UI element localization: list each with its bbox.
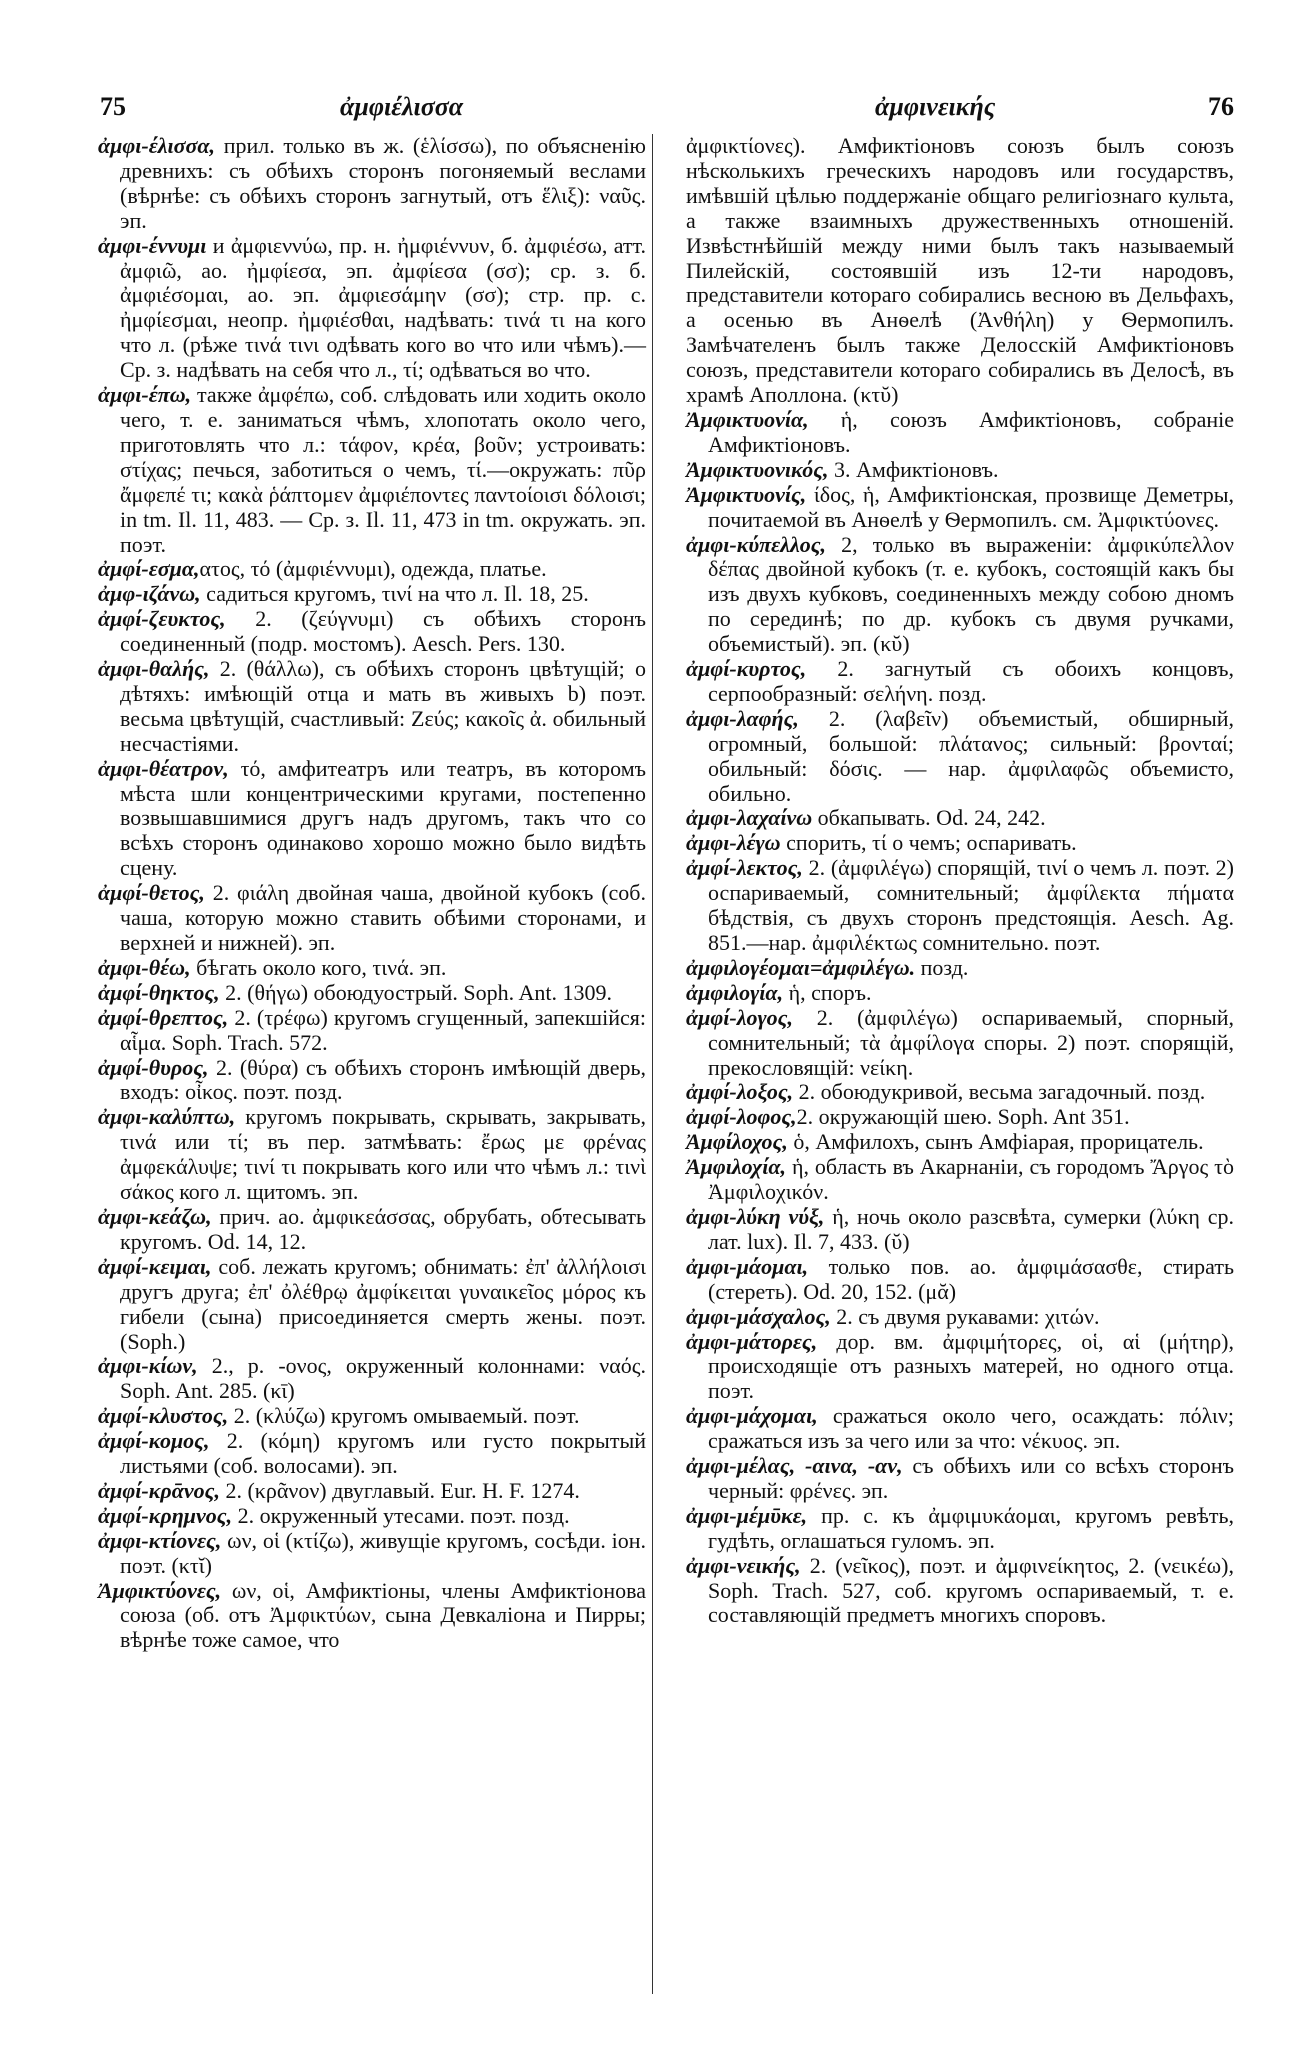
dictionary-entry [686, 1404, 1234, 1454]
column-divider [652, 134, 653, 1994]
headword: ἀμφι-νεικής, [686, 1552, 801, 1578]
definition: 2. (νεῖκος), поэт. и ἀμφινείκητος, 2. (νεικέω), Soph. Trach. 527, соб. кругомъ оспариваемый, т. е. составляющій предметъ многихъ споровъ. [708, 1552, 1234, 1628]
dictionary-entry [98, 557, 646, 582]
headword: ἀμφ-ιζάνω, [98, 581, 201, 607]
definition: прич. ао. ἀμφικεάσσας, обрубать, обтесывать кругомъ. Od. 14, 12. [120, 1203, 646, 1254]
definition: 2. (ζεύγνυμι) съ обѣихъ сторонъ соединенный (подр. мостомъ). Aesch. Pers. 130. [120, 606, 646, 657]
headword: ἀμφί-θηκτος, [98, 979, 220, 1005]
dictionary-entry [98, 1105, 646, 1205]
definition: садиться кругомъ, τινί на что л. Il. 18, 25. [200, 581, 589, 607]
definition: кругомъ покрывать, скрывать, закрывать, τινά или τί; въ пер. затмѣвать: ἔρως με φρένας ἀμφεκάλυψε; τινί τι покрывать кого или что чѣмъ л.: τινὶ σάκος кого л. щитомъ. эп. [120, 1104, 646, 1205]
guide-word-left: ἀμφιέλισσα [340, 92, 464, 121]
headword: Ἀμφικτυονία, [686, 406, 809, 432]
dictionary-entry [686, 483, 1234, 533]
dictionary-entry [686, 1454, 1234, 1504]
definition: τό, амфитеатръ или театръ, въ которомъ мѣста шли концентрическими кругами, постепенно возвышавшимися другъ надъ другомъ, такъ что со всѣхъ сторонъ одинаково хорошо можно было видѣть сцену. [120, 755, 646, 881]
headword: ἀμφι-λαφής, [686, 705, 799, 731]
dictionary-entry [686, 1105, 1234, 1130]
headword: ἀμφί-κρημνος, [98, 1502, 233, 1528]
definition: 2, только въ выраженіи: ἀμφικύπελλον δέπας двойной кубокъ (т. е. кубокъ, состоящій какъ бы изъ двухъ кубковъ, соединенныхъ между собою дномъ по серединѣ; по др. кубокъ съ двумя ручками, объемистый). эп. (κῠ) [708, 531, 1234, 657]
definition: ατος, τό (ἀμφιέννυμι), одежда, платье. [199, 556, 547, 582]
headword: ἀμφι-μάσχαλος, [686, 1303, 831, 1329]
headword: ἀμφι-καλύπτω, [98, 1104, 236, 1130]
dictionary-entry [686, 408, 1234, 458]
headword: ἀμφί-κρᾱνος, [98, 1477, 220, 1503]
headword: Ἀμφικτύονες, [98, 1577, 222, 1603]
dictionary-entry [98, 1429, 646, 1479]
headword: ἀμφι-κεάζω, [98, 1203, 212, 1229]
headword: ἀμφι-θέω, [98, 954, 191, 980]
dictionary-entry [98, 134, 646, 234]
dictionary-entry [98, 1504, 646, 1529]
definition: прил. только въ ж. (ἑλίσσω), по объясненію древнихъ: съ обѣихъ сторонъ погоняемый веслами (вѣрнѣе: съ обѣихъ сторонъ загнутый, отъ ἕλιξ): ναῦς. эп. [120, 133, 646, 233]
dictionary-entry [686, 707, 1234, 807]
headword: ἀμφί-λογος, [686, 1004, 793, 1030]
headword: Ἀμφικτυονικός, [686, 456, 829, 482]
definition: ἡ, ночь около разсвѣта, сумерки (λύκη ср. лат. lux). Il. 7, 433. (ῠ) [708, 1203, 1234, 1254]
definition: пр. с. къ ἀμφιμυκάομαι, кругомъ ревѣть, гудѣть, оглашаться гуломъ. эп. [708, 1502, 1234, 1553]
headword: ἀμφί-θρεπτος, [98, 1004, 229, 1030]
definition: соб. лежать кругомъ; обнимать: ἐπ' ἀλλήλοισι другъ друга; ἐπ' ὀλέθρῳ ἀμφίκειται γυναικεῖος μόρος къ гибели (сына) присоединяется смерть жены. поэт. (Soph.) [120, 1253, 646, 1354]
dictionary-entry [686, 956, 1234, 981]
dictionary-entry [98, 383, 646, 557]
headword: ἀμφι-μάτορες, [686, 1328, 818, 1354]
definition: ων, οἱ, Амфиктіоны, члены Амфиктіонова союза (об. отъ Ἀμφικτύων, сына Девкаліона и Пирры; вѣрнѣе тоже самое, что [120, 1577, 646, 1653]
page-number-right: 76 [1208, 92, 1234, 121]
dictionary-entry [98, 881, 646, 956]
dictionary-entry [98, 1529, 646, 1579]
headword: ἀμφί-θυρος, [98, 1054, 209, 1080]
headword: ἀμφι-μάχομαι, [686, 1403, 818, 1429]
dictionary-entry [686, 657, 1234, 707]
definition: 2. (κόμη) кругомъ или густо покрытый листьями (соб. волосами). эп. [120, 1428, 646, 1479]
definition: также ἀμφέπω, соб. слѣдовать или ходить около чего, т. е. заниматься чѣмъ, хлопотать около чего, приготовлять что л.: τάφον, κρέα, βοῦν; устроивать: στίχας; печься, заботиться о чемъ, τί.—окружать: πῦρ ἄμφεπέ τι; κακὰ ῥάπτομεν ἀμφιέποντες παντοίοισι δόλοισι; in tm. Il. 11, 483. — Ср. з. Il. 11, 473 in tm. окружать. эп. поэт. [120, 382, 646, 557]
dictionary-entry [98, 607, 646, 657]
headword: ἀμφί-λοφος, [686, 1104, 797, 1130]
headword: Ἀμφιλοχία, [686, 1154, 786, 1180]
dictionary-entry [98, 1579, 646, 1654]
dictionary-entry [686, 1255, 1234, 1305]
dictionary-entry [98, 582, 646, 607]
definition: ίδος, ἡ, Амфиктіонская, прозвище Деметры, почитаемой въ Анѳелѣ у Ѳермопилъ. см. Ἀμφικτύονες. [708, 481, 1234, 532]
headword: ἀμφι-κτίονες, [98, 1527, 222, 1553]
dictionary-entry [686, 1155, 1234, 1205]
dictionary-entry [98, 1479, 646, 1504]
dictionary-entry [686, 533, 1234, 658]
definition: дор. вм. ἀμφιμήτορες, οἱ, αἱ (μήτηρ), происходящіе отъ разныхъ матерей, но одного отца. поэт. [708, 1328, 1234, 1404]
definition: бѣгать около кого, τινά. эп. [190, 954, 447, 980]
dictionary-entry [686, 1080, 1234, 1105]
headword: ἀμφί-ζευκτος, [98, 606, 226, 632]
dictionary-entry [98, 1205, 646, 1255]
dictionary-entry [98, 1354, 646, 1404]
headword: ἀμφί-λοξος, [686, 1079, 794, 1105]
definition: съ обѣихъ или со всѣхъ сторонъ черный: φρένες. эп. [708, 1453, 1234, 1503]
headword: ἀμφι-έννυμι [98, 232, 207, 258]
headword: ἀμφι-μέμῡκε, [686, 1502, 808, 1528]
definition: и ἀμφιεννύω, пр. н. ἠμφιέννυν, б. ἀμφιέσω, атт. ἀμφιῶ, ао. ἠμφίεσα, эп. ἀμφίεσα (σσ); ср. з. б. ἀμφιέσομαι, ао. эп. ἀμφιεσάμην (σσ); стр. пр. с. ἠμφίεσμαι, неопр. ἠμφιέσθαι, надѣвать: τινά τι на кого что л. (рѣже τινά τινι одѣвать кого во что или чѣмъ).—Ср. з. надѣвать на себя что л., τί; одѣваться во что. [120, 232, 646, 383]
headword: ἀμφι-μάομαι, [686, 1253, 809, 1279]
headword: ἀμφι-λέγω [686, 830, 781, 856]
headword: Ἀμφίλοχος, [686, 1129, 788, 1155]
definition: 2. (κλύζω) кругомъ омываемый. поэт. [228, 1403, 580, 1429]
dictionary-entry [686, 806, 1234, 831]
definition: 2. загнутый съ обоихъ концовъ, серпообразный: σελήνη. позд. [708, 656, 1234, 706]
headword: ἀμφιλογέομαι=ἀμφιλέγω. [686, 954, 916, 980]
dictionary-entry [98, 1255, 646, 1355]
dictionary-entry [686, 981, 1234, 1006]
dictionary-entry [98, 956, 646, 981]
headword: ἀμφι-κίων, [98, 1353, 198, 1379]
definition: 2., р. -ονος, окруженный колоннами: ναός. Soph. Ant. 285. (κῑ) [120, 1353, 646, 1404]
definition: 2. (θήγω) обоюдуострый. Soph. Ant. 1309. [219, 979, 612, 1005]
definition: 2. (κρᾶνον) двуглавый. Eur. H. F. 1274. [219, 1477, 580, 1503]
headword: ἀμφί-κειμαι, [98, 1253, 212, 1279]
definition: 2. окружающій шею. Soph. Ant 351. [796, 1104, 1130, 1130]
definition: 2. (θύρα) съ обѣихъ сторонъ имѣющій дверь, входъ: οἶκος. поэт. позд. [120, 1054, 646, 1105]
definition: ἀμφικτίονες). Амфиктіоновъ союзъ былъ союзъ нѣсколькихъ греческихъ народовъ или государствъ, имѣвшій цѣлью поддержаніе общаго религіознаго культа, а также взаимныхъ дружественныхъ отношеній. Извѣстнѣйшій между ними былъ такъ называемый Пилейскій, состоявшій изъ 12-ти народовъ, представители котораго собирались весною въ Дельфахъ, а осенью въ Анѳелѣ (Ἀνθήλη) у Ѳермопилъ. Замѣчателенъ былъ также Делосскій Амфиктіоновъ союзъ, представители котораго собирались въ Делосѣ, въ храмѣ Аполлона. (κτῠ) [686, 133, 1234, 408]
headword: ἀμφι-έλισσα, [98, 133, 216, 158]
definition: 2. (τρέφω) кругомъ сгущенный, запекшійся: αἷμα. Soph. Trach. 572. [120, 1004, 646, 1055]
dictionary-entry [686, 1205, 1234, 1255]
headword: ἀμφι-έπω, [98, 382, 192, 408]
dictionary-entry [98, 981, 646, 1006]
left-column [98, 134, 646, 1653]
dictionary-entry [98, 234, 646, 383]
definition: только пов. ао. ἀμφιμάσασθε, стирать (стереть). Od. 20, 152. (μᾰ) [708, 1253, 1234, 1304]
definition: позд. [915, 954, 969, 980]
dictionary-entry [686, 1554, 1234, 1629]
headword: ἀμφι-κύπελλος, [686, 531, 827, 557]
definition: обкапывать. Od. 24, 242. [812, 805, 1046, 831]
dictionary-entry [98, 1006, 646, 1056]
dictionary-entry [686, 1006, 1234, 1081]
definition: ἡ, споръ. [783, 979, 872, 1005]
dictionary-entry [98, 1056, 646, 1106]
definition: 3. Амфиктіоновъ. [828, 456, 999, 482]
guide-word-right: ἀμφινεικής [875, 92, 996, 121]
dictionary-entry [98, 757, 646, 882]
dictionary-entry [686, 1305, 1234, 1330]
dictionary-entry [98, 1404, 646, 1429]
definition: сражаться около чего, осаждать: πόλιν; сражаться изъ за чего или за что: νέκυος. эп. [708, 1403, 1234, 1454]
definition: 2. φιάλη двойная чаша, двойной кубокъ (соб. чаша, которую можно ставить обѣими сторонами, и верхней и нижней). эп. [120, 880, 646, 955]
dictionary-entry [686, 1504, 1234, 1554]
definition: 2. (ἀμφιλέγω) оспариваемый, спорный, сомнительный; τὰ ἀμφίλογα споры. 2) поэт. спорящій, прекословящій: νείκη. [708, 1004, 1234, 1080]
headword: ἀμφι-μέλας, -αινα, -αν, [686, 1453, 903, 1479]
definition: ων, οἱ (κτίζω), живущіе кругомъ, сосѣди. іон. поэт. (κτῐ) [120, 1527, 646, 1578]
definition: 2. обоюдукривой, весьма загадочный. позд. [793, 1079, 1206, 1105]
definition: ἡ, область въ Акарнаніи, съ городомъ Ἄργος τὸ Ἀμφιλοχικόν. [708, 1154, 1234, 1205]
right-column [686, 134, 1234, 1628]
headword: ἀμφί-κλυστος, [98, 1403, 229, 1429]
dictionary-entry [686, 831, 1234, 856]
definition: спорить, τί о чемъ; оспаривать. [780, 830, 1077, 856]
headword: ἀμφί-κυρτος, [686, 656, 807, 682]
dictionary-entry [686, 458, 1234, 483]
definition: 2. (λαβεῖν) объемистый, обширный, огромный, большой: πλάτανος; сильный: βρονταί; обильный: δόσις. — нар. ἀμφιλαφῶς объемисто, обильно. [708, 705, 1234, 806]
headword: ἀμφί-εσμα, [98, 556, 200, 582]
headword: ἀμφι-λαχαίνω [686, 805, 813, 831]
definition: ἡ, союзъ Амфиктіоновъ, собраніе Амфиктіоновъ. [708, 406, 1234, 457]
headword: ἀμφί-λεκτος, [686, 855, 803, 881]
definition: 2. (ἀμφιλέγω) спорящій, τινί о чемъ л. поэт. 2) оспариваемый, сомнительный; ἀμφίλεκτα πήματα бѣдствія, съ двухъ сторонъ предстоящія. Aesch. Ag. 851.—нар. ἀμφιλέκτως сомнительно. поэт. [708, 855, 1234, 955]
dictionary-entry [98, 657, 646, 757]
headword: Ἀμφικτυονίς, [686, 481, 807, 507]
page-number-left: 75 [100, 92, 126, 121]
dictionary-entry [686, 1330, 1234, 1405]
definition: 2. съ двумя рукавами: χιτών. [830, 1303, 1100, 1329]
headword: ἀμφι-θαλής, [98, 656, 210, 682]
headword: ἀμφιλογία, [686, 979, 784, 1005]
definition: 2. (θάλλω), съ обѣихъ сторонъ цвѣтущій; о дѣтяхъ: имѣющій отца и мать въ живыхъ b) поэт. весьма цвѣтущій, счастливый: Ζεύς; κακοῖς ἀ. обильный несчастіями. [120, 656, 646, 756]
headword: ἀμφι-θέατρον, [98, 755, 229, 781]
headword: ἀμφί-κομος, [98, 1428, 210, 1454]
headword: ἀμφι-λύκη νύξ, [686, 1203, 825, 1229]
headword: ἀμφί-θετος, [98, 880, 205, 906]
definition: ὁ, Амфилохъ, сынъ Амфіарая, прорицатель. [787, 1129, 1204, 1155]
definition: 2. окруженный утесами. поэт. позд. [232, 1502, 570, 1528]
dictionary-entry [686, 856, 1234, 956]
dictionary-entry [686, 1130, 1234, 1155]
dictionary-entry [686, 134, 1234, 408]
